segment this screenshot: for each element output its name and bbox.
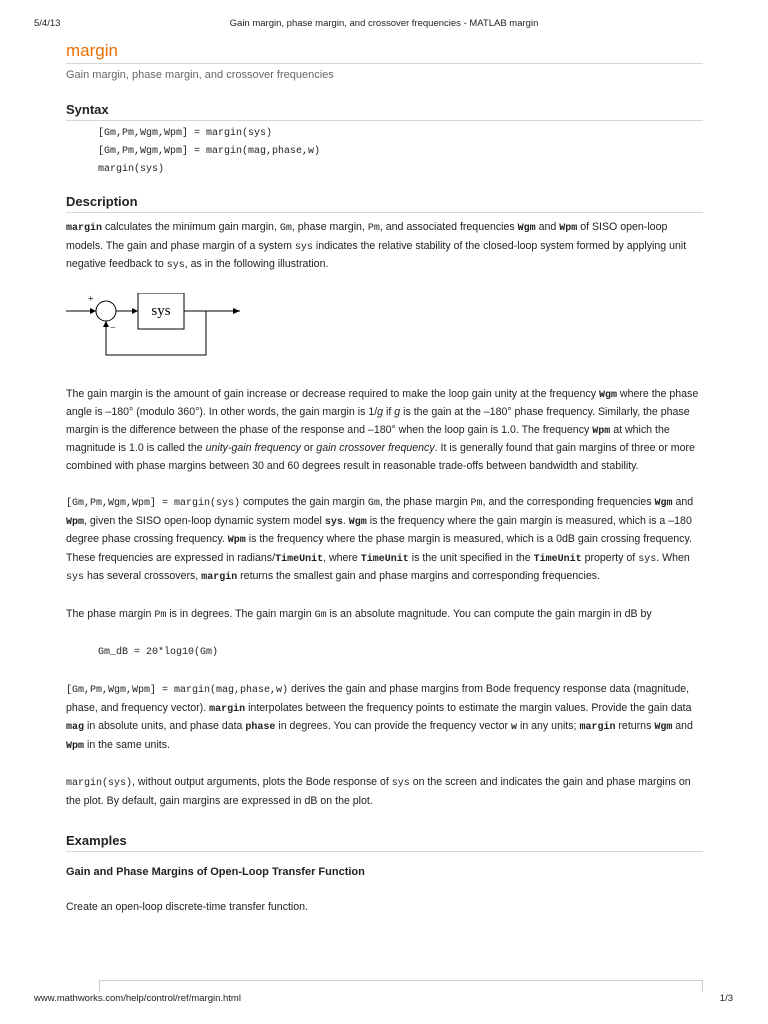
phase-margin-paragraph: The phase margin Pm is in degrees. The gain margin Gm is an absolute magnitude. You can compute the gain margin in dB by xyxy=(66,607,652,621)
reference-page xyxy=(66,40,703,917)
example-title: Gain and Phase Margins of Open-Loop Transfer Function xyxy=(66,866,365,878)
input-arrowhead xyxy=(90,308,96,314)
summing-junction xyxy=(96,301,116,321)
page-title: margin xyxy=(66,40,703,64)
syntax-heading: Syntax xyxy=(66,101,703,121)
print-footer xyxy=(0,993,768,1007)
syntax-link[interactable]: margin(sys) xyxy=(66,778,133,789)
print-title: Gain margin, phase margin, and crossover frequencies - MATLAB margin xyxy=(229,18,539,29)
output-arrowhead xyxy=(233,308,240,314)
examples-heading: Examples xyxy=(66,832,703,852)
print-url: www.mathworks.com/help/control/ref/margin.html xyxy=(34,993,241,1004)
syntax-link[interactable]: [Gm,Pm,Wgm,Wpm] = margin(sys) xyxy=(66,498,241,509)
minus-sign: − xyxy=(110,322,116,334)
feedback-loop-svg xyxy=(66,293,266,365)
description-paragraph: margin calculates the minimum gain margin, Gm, phase margin, Pm, and associated frequencies Wgm and Wpm of SISO open-loop models. The gain and phase margin of a system sys indicates the relative stability of the closed-loop system formed by applying unit negative feedback to sys, as in the following illustration. xyxy=(66,221,687,271)
print-header xyxy=(0,18,768,32)
code-box-top xyxy=(99,980,703,992)
syntax2-paragraph: [Gm,Pm,Wgm,Wpm] = margin(mag,phase,w) derives the gain and phase margins from Bode frequency response data (magnitude, phase, and frequency vector). margin interpolates between the frequency points to estimate the margin values. Provide the gain data mag in absolute units, and phase data phase in degrees. You can provide the frequency vector w in any units; margin returns Wgm and Wpm in the same units. xyxy=(66,683,693,752)
print-date: 5/4/13 xyxy=(34,18,61,29)
syntax-line[interactable]: [Gm,Pm,Wgm,Wpm] = margin(mag,phase,w) xyxy=(98,146,321,157)
syntax-list xyxy=(98,125,703,179)
function-link[interactable]: margin xyxy=(66,223,103,234)
syntax1-paragraph: [Gm,Pm,Wgm,Wpm] = margin(sys) computes the gain margin Gm, the phase margin Pm, and the corresponding frequencies Wgm and Wpm, given the SISO open-loop dynamic system model sys. Wgm is the frequency where the gain margin is measured, which is a –180 degree phase crossing frequency. Wpm is the frequency where the phase margin is measured, which is a 0dB gain crossing frequency. These frequencies are expressed in radians/TimeUnit, where TimeUnit is the unit specified in the TimeUnit property of sys. When sys has several crossovers, margin returns the smallest gain and phase margins and corresponding frequencies. xyxy=(66,496,694,583)
print-page-number: 1/3 xyxy=(719,993,733,1004)
code-example[interactable]: Gm_dB = 20*log10(Gm) xyxy=(98,647,219,658)
system-block-label: sys xyxy=(151,302,171,319)
syntax3-paragraph: margin(sys), without output arguments, plots the Bode response of sys on the screen and indicates the gain and phase margins on the plot. By default, gain margins are expressed in dB on the plot. xyxy=(66,776,691,807)
page-purpose: Gain margin, phase margin, and crossover frequencies xyxy=(66,69,334,81)
gain-margin-paragraph: The gain margin is the amount of gain increase or decrease required to make the loop gain unity at the frequency Wgm where the phase angle is –180° (modulo 360°). In other words, the gain margin is 1/g if g is the gain at the –180° phase frequency. Similarly, the phase margin is the difference between the phase of the response and –180° when the loop gain is 1.0. The frequency Wpm at which the magnitude is 1.0 is called the unity-gain frequency or gain crossover frequency. It is generally found that gain margins of three or more combined with phase margins between 30 and 60 degrees result in reasonable trade-offs between bandwidth and stability. xyxy=(66,387,699,472)
plus-sign: + xyxy=(88,293,94,305)
feedback-loop-diagram xyxy=(66,293,266,365)
syntax-line[interactable]: [Gm,Pm,Wgm,Wpm] = margin(sys) xyxy=(98,128,273,139)
example-paragraph: Create an open-loop discrete-time transfer function. xyxy=(66,901,309,913)
feedback-arrowhead xyxy=(103,321,109,327)
description-heading: Description xyxy=(66,193,703,213)
syntax-line[interactable]: margin(sys) xyxy=(98,164,165,175)
forward-arrowhead xyxy=(132,308,138,314)
syntax-link[interactable]: [Gm,Pm,Wgm,Wpm] = margin(mag,phase,w) xyxy=(66,685,289,696)
